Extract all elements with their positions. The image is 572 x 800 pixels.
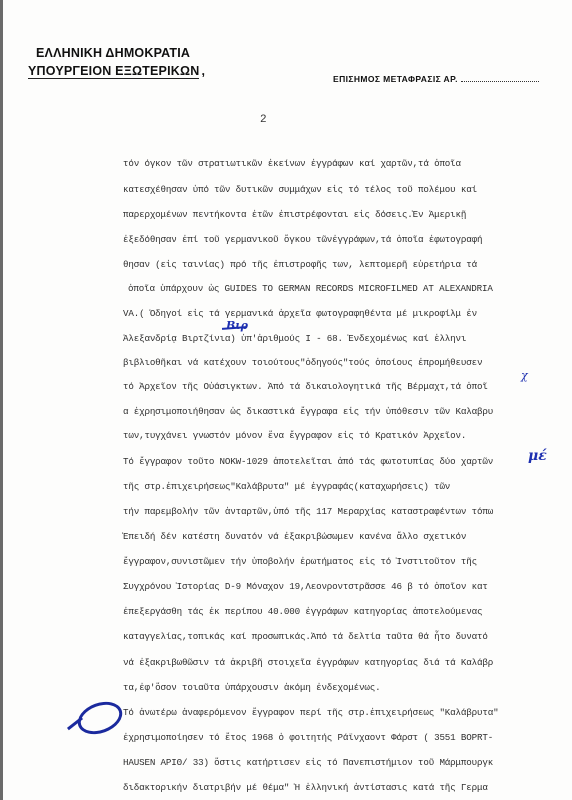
body-line: ἐχρησιμοποίησεν τό ἔτος 1968 ὁ φοιτητής Ράϊνχαοντ Φάρστ ( 3551 BOPRT- <box>123 732 494 743</box>
body-line: διδακτορικήν διατριβήν μέ θέμα" Ἡ ἑλληνική ἀντίστασις κατά τῆς Γερμα <box>123 782 488 793</box>
letterhead <box>28 44 205 80</box>
body-line: ὁποῖα ὑπάρχουν ὡς GUIDES TO GERMAN RECORDS MICROFILMED AT ALEXANDRIA <box>128 283 493 294</box>
body-line: καταγγελίας,τοπικάς καί προσωπικάς.Ἀπό τά δελτία ταῦτα θά ἦτο δυνατό <box>123 631 488 642</box>
official-translation-text: ΕΠΙΣΗΜΟΣ ΜΕΤΑΦΡΑΣΙΣ ΑΡ. <box>333 74 458 84</box>
body-line: ἐξεδόθησαν ἐπί τοῦ γερμανικοῦ ὄγκου τῶνἐγγράφων,τά ὁποῖα ἐφωτογραφή <box>123 234 483 245</box>
body-line: ἐπεξεργάσθη τάς ἐκ περίπου 40.000 ἐγγράφων κατηγορίας ἀποτελούμενας <box>123 606 483 617</box>
body-line: τῆς στρ.ἐπιχειρήσεως"Καλάβρυτα" μέ ἐγγραφάς(καταχωρήσεις) τῶν <box>123 481 451 492</box>
body-line: Τό ἀνωτέρω ἀναφερόμενον ἔγγραφον περί τῆς στρ.ἐπιχειρήσεως "Καλάβρυτα" <box>123 707 499 718</box>
body-line: Ἀλεξανδρίᾳ Βιρτζίνια) ὑπ'ἀριθμούς Ι - 68. Ἐνδεχομένως καί ἑλληνι <box>123 333 467 344</box>
body-line: παρερχομένων πεντήκοντα ἐτῶν ἐπιστρέφονται εἰς δόσεις.Ἐν Ἀμερικῇ <box>123 209 467 220</box>
letterhead-ministry <box>28 62 205 80</box>
body-line: τό Ἀρχεῖον τῆς Οὐάσιγκτων. Ἀπό τά δικαιολογητικά τῆς Βέρμαχτ,τά ὁποῖ <box>123 381 488 392</box>
handwritten-insert: Βιρ <box>226 319 248 332</box>
body-line: κατεσχέθησαν ὑπό τῶν δυτικῶν συμμάχων εἰς τό τέλος τοῦ πολέμου καί <box>123 184 477 195</box>
body-line: HAUSEN ΑΡΙΘ/ 33) ὅστις κατήρτισεν εἰς τό Πανεπιστήμιον τοῦ Μάρμπουργκ <box>123 757 494 768</box>
body-line: Τό ἔγγραφον τοῦτο NOKW-1029 ἀποτελεῖται ἀπό τάς φωτοτυπίας δύο χαρτῶν <box>123 456 494 467</box>
body-line: Συγχρόνου Ἱστορίας D-9 Μόναχον 19,Λεονροντστρᾶσσε 46 β τό ὁποῖον κατ <box>123 581 488 592</box>
body-line: νά ἐξακριβωθῶσιν τά ἀκριβῆ στοιχεῖα ἐγγράφων κατηγορίας διά τά Καλάβρ <box>123 657 494 668</box>
letterhead-republic: ΕΛΛΗΝΙΚΗ ΔΗΜΟΚΡΑΤΙΑ <box>36 46 191 60</box>
body-line: α ἐχρησιμοποιήθησαν ὡς δικαστικά ἔγγραφα εἰς τήν ὑπόθεσιν τῶν Καλαβρυ <box>123 406 494 417</box>
translation-number-blank <box>461 81 539 82</box>
body-line: θησαν (εἰς ταινίας) πρό τῆς ἐπιστροφῆς των, λεπτομερῆ εὑρετήρια τά <box>123 259 477 270</box>
body-line: τόν όγκον τῶν στρατιωτικῶν ἐκείνων ἐγγράφων καί χαρτῶν,τά ὁποῖα <box>123 158 461 169</box>
body-line: τήν παρεμβολήν τῶν ἀνταρτῶν,ὑπό τῆς 117 Μεραρχίας καταστραφέντων τόπω <box>123 506 494 517</box>
body-line: ἔγγραφον,συνιστῶμεν τήν ὑποβολήν ἐρωτήματος εἰς τό Ἰνστιτοῦτον τῆς <box>123 556 477 567</box>
body-line: βιβλιοθῆκαι νά κατέχουν τοιούτους"ὁδηγούς"τούς ὁποίους ἐπρομήθευσεν <box>123 357 483 368</box>
body-line: των,τυγχάνει γνωστόν μόνον ἕνα ἔγγραφον εἰς τό Κρατικόν Ἀρχεῖον. <box>123 430 467 441</box>
handwritten-insert-me: μέ <box>528 448 547 464</box>
body-line: Ἐπειδή δέν κατέστη δυνατόν νά ἐξακριβώσωμεν κανένα ἄλλο σχετικόν <box>123 531 467 542</box>
body-line: VA.( Ὁδηγοί εἰς τά γερμανικά ἀρχεῖα φωτογραφηθέντα μέ μικροφίλμ ἐν <box>123 308 477 319</box>
page-number: 2 <box>260 114 267 126</box>
handwritten-correction: χ <box>521 369 528 382</box>
page-left-edge <box>0 0 3 800</box>
official-translation-label <box>333 74 539 84</box>
body-line: τα,ἐφ'ὅσον τοιαῦτα ὑπάρχουσιν ἀκόμη ἐνδεχομένως. <box>123 682 381 693</box>
letterhead-comma: , <box>201 64 206 78</box>
letterhead-ministry-text: ΥΠΟΥΡΓΕΙΟΝ ΕΞΩΤΕΡΙΚΩΝ <box>28 64 200 78</box>
